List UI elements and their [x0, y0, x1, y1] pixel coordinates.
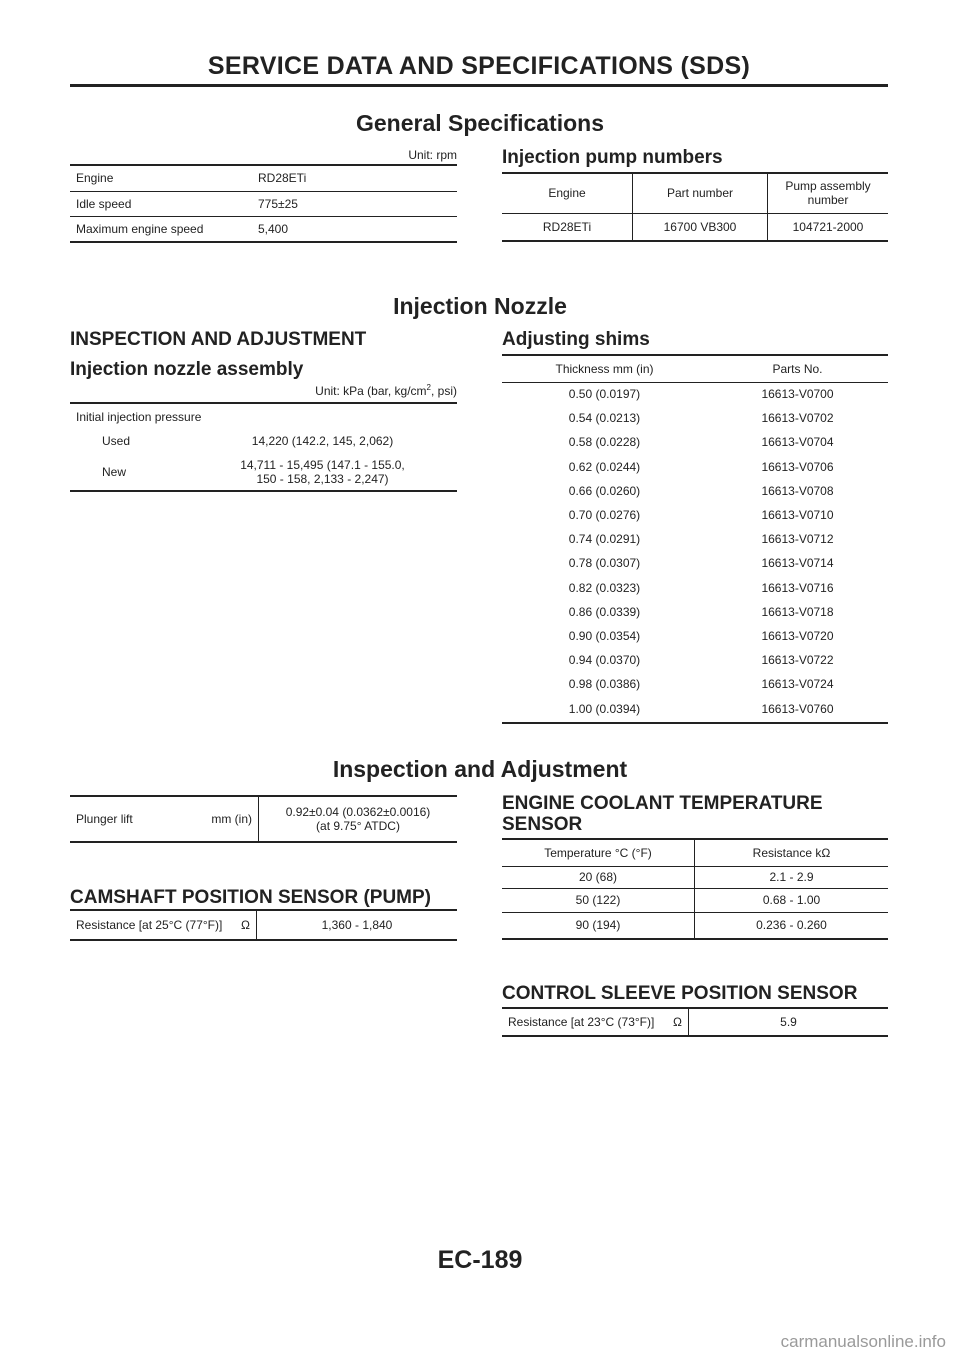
table-cell: 16613-V0716 — [761, 580, 834, 595]
table-row — [502, 430, 888, 454]
table-cell: 16613-V0760 — [761, 702, 834, 717]
resistance-value: 1,360 - 1,840 — [321, 918, 393, 932]
table-cell: 16613-V0708 — [761, 483, 834, 498]
watermark: carmanualsonline.info — [780, 1332, 946, 1351]
table-row — [502, 406, 888, 430]
table-cell: RD28ETi — [502, 213, 633, 241]
table-cell: 0.94 (0.0370) — [568, 653, 641, 668]
table-cell: 0.68 - 1.00 — [695, 888, 889, 912]
table-row — [70, 910, 457, 940]
table-cell: 0.70 (0.0276) — [568, 508, 641, 523]
pump-numbers-table — [502, 172, 888, 242]
nozzle-unit: Unit: kPa (bar, $kg/cm^2$, psi) — [315, 383, 457, 398]
new-label: New — [102, 464, 127, 479]
table-header-row — [502, 355, 888, 382]
table-row — [502, 888, 888, 912]
column-header: Temperature °C (°F) — [502, 839, 695, 866]
table-cell: 0.236 - 0.260 — [756, 918, 827, 933]
spec-label: Maximum engine speed — [76, 221, 204, 236]
spec-value: RD28ETi — [252, 165, 457, 191]
section-title-general: General Specifications — [356, 110, 604, 136]
inspection-adjustment-heading: INSPECTION AND ADJUSTMENT — [70, 329, 367, 350]
table-cell: 0.50 (0.0197) — [568, 387, 641, 402]
pressure-label: Initial injection pressure — [76, 409, 202, 424]
column-header: Engine — [502, 173, 633, 213]
table-row — [502, 866, 888, 888]
section-title-camshaft: CAMSHAFT POSITION SENSOR (PUMP) — [70, 887, 432, 908]
plunger-unit: mm (in) — [176, 796, 259, 842]
table-cell: 0.86 (0.0339) — [568, 604, 641, 619]
resistance-label: Resistance [at 25°C (77°F)] — [76, 918, 223, 932]
table-row — [502, 912, 888, 939]
table-cell: 1.00 (0.0394) — [568, 702, 641, 717]
header-rule — [70, 84, 888, 87]
new-value: 14,711 - 15,495 (147.1 - 155.0, 150 - 158, 2,133 - 2,247) — [240, 457, 405, 486]
table-cell: 16613-V0700 — [761, 387, 834, 402]
table-row — [502, 527, 888, 551]
coolant-sensor-table — [502, 838, 888, 940]
section-title-sleeve: CONTROL SLEEVE POSITION SENSOR — [502, 983, 858, 1004]
table-cell: 16613-V0704 — [761, 435, 834, 450]
table-cell: 16613-V0702 — [761, 411, 834, 426]
table-cell: 16613-V0718 — [761, 604, 834, 619]
table-row — [502, 551, 888, 575]
column-header: Resistance kΩ — [695, 839, 889, 866]
table-cell: 16613-V0714 — [761, 556, 834, 571]
table-cell: 0.90 (0.0354) — [568, 628, 641, 643]
table-row — [502, 213, 888, 241]
table-row — [502, 1008, 888, 1036]
general-specs-table — [70, 164, 457, 243]
table-cell: 0.66 (0.0260) — [568, 483, 641, 498]
sleeve-sensor-table — [502, 1007, 888, 1037]
spec-value: 775±25 — [252, 191, 457, 216]
spec-value: 5,400 — [258, 221, 289, 236]
plunger-label: Plunger lift — [76, 812, 133, 826]
table-row — [70, 191, 457, 216]
ohm-unit: Ω — [232, 910, 257, 940]
table-cell: 0.62 (0.0244) — [568, 459, 641, 474]
camshaft-sensor-table — [70, 909, 457, 941]
table-row — [502, 600, 888, 624]
table-cell: 104721-2000 — [792, 219, 864, 234]
table-row — [70, 165, 457, 191]
resistance-value: 5.9 — [780, 1015, 797, 1029]
table-cell: 16613-V0712 — [761, 532, 834, 547]
column-header: Thickness mm (in) — [502, 355, 707, 382]
table-header-row — [502, 173, 888, 213]
plunger-value: 0.92±0.04 (0.0362±0.0016) (at 9.75° ATDC) — [285, 805, 431, 833]
table-row — [70, 403, 457, 429]
table-row — [502, 455, 888, 479]
table-row — [502, 479, 888, 503]
nozzle-pressure-table — [70, 402, 457, 492]
column-header: Part number — [633, 173, 768, 213]
table-cell: 16613-V0724 — [761, 677, 834, 692]
resistance-label: Resistance [at 23°C (73°F)] — [508, 1015, 655, 1029]
table-row — [70, 796, 457, 842]
shims-table — [502, 354, 888, 724]
table-row — [502, 503, 888, 527]
table-header-row — [502, 839, 888, 866]
table-row — [502, 382, 888, 406]
used-value: 14,220 (142.2, 145, 2,062) — [251, 434, 394, 448]
table-row — [70, 429, 457, 453]
column-header: Parts No. — [707, 355, 888, 382]
table-cell: 0.58 (0.0228) — [568, 435, 641, 450]
general-unit: Unit: rpm — [408, 148, 457, 162]
used-label: Used — [102, 434, 131, 448]
plunger-lift-table — [70, 795, 457, 843]
table-cell: 0.78 (0.0307) — [568, 556, 641, 571]
table-row — [502, 576, 888, 600]
table-cell: 0.74 (0.0291) — [568, 532, 641, 547]
column-header: Pump assembly number — [768, 173, 889, 213]
table-row — [502, 696, 888, 723]
table-cell: 16613-V0706 — [761, 459, 834, 474]
table-row — [502, 648, 888, 672]
page-number: EC-189 — [437, 1246, 523, 1274]
table-row — [70, 453, 457, 491]
section-title-pump: Injection pump numbers — [502, 147, 723, 168]
section-title-nozzle: Injection Nozzle — [393, 293, 567, 319]
table-cell: 0.82 (0.0323) — [568, 580, 641, 595]
table-cell: 20 (68) — [502, 866, 695, 888]
spec-label: Idle speed — [70, 191, 252, 216]
table-cell: 16613-V0722 — [761, 653, 834, 668]
table-row — [70, 216, 457, 242]
section-title-coolant: ENGINE COOLANT TEMPERATURE SENSOR — [502, 793, 823, 835]
table-cell: 2.1 - 2.9 — [695, 866, 889, 888]
table-cell: 50 (122) — [502, 888, 695, 912]
table-cell: 16613-V0710 — [761, 508, 834, 523]
table-row — [502, 672, 888, 696]
table-cell: 0.54 (0.0213) — [568, 411, 641, 426]
ohm-unit: Ω — [664, 1008, 689, 1036]
spec-label: Engine — [70, 165, 252, 191]
table-cell: 90 (194) — [502, 912, 695, 939]
table-row — [502, 624, 888, 648]
nozzle-assembly-heading: Injection nozzle assembly — [70, 359, 304, 380]
section-title-shims: Adjusting shims — [502, 329, 650, 350]
section-title-inspection: Inspection and Adjustment — [332, 756, 628, 782]
table-cell: 16700 VB300 — [633, 213, 768, 241]
page-header: SERVICE DATA AND SPECIFICATIONS (SDS) — [207, 52, 751, 80]
table-cell: 16613-V0720 — [761, 628, 834, 643]
table-cell: 0.98 (0.0386) — [568, 677, 641, 692]
